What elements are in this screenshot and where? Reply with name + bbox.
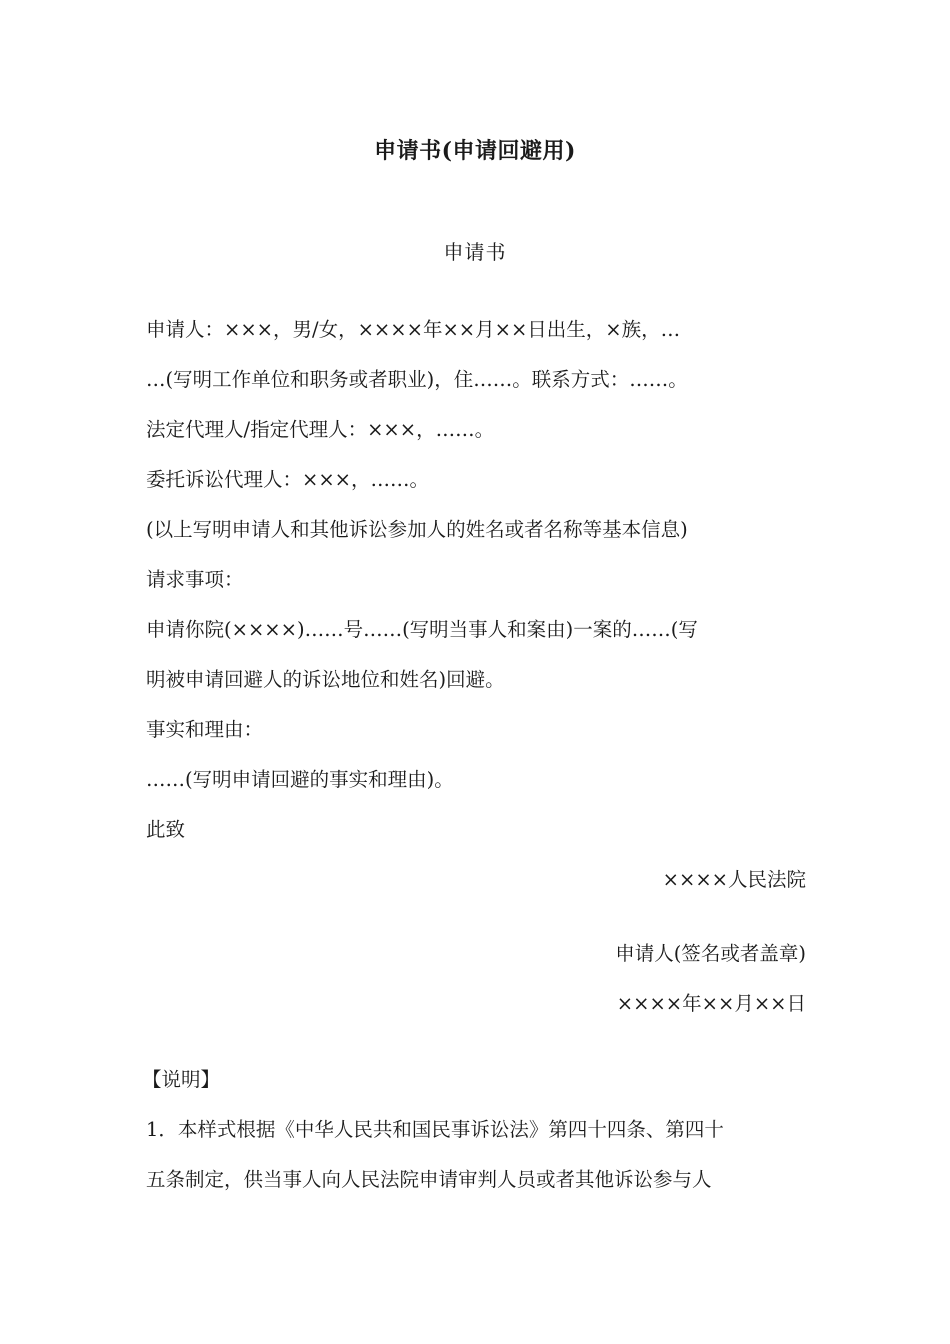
signature-line: 申请人(签名或者盖章): [615, 942, 806, 965]
salutation-line: 此致: [146, 818, 186, 841]
facts-heading: 事实和理由：: [146, 718, 264, 741]
agent-line: 委托诉讼代理人：×××，……。: [146, 468, 430, 491]
document-subtitle: 申请书: [443, 240, 507, 264]
notes-line-continued: 五条制定，供当事人向人民法院申请审判人员或者其他诉讼参与人: [146, 1168, 712, 1191]
document-title: 申请书(申请回避用): [374, 138, 576, 164]
notes-line: 1．本样式根据《中华人民共和国民事诉讼法》第四十四条、第四十: [146, 1118, 724, 1141]
notes-heading: 【说明】: [142, 1068, 221, 1091]
legal-representative-line: 法定代理人/指定代理人：×××，……。: [146, 418, 495, 441]
document-body: [142, 305, 806, 1205]
facts-line: ……(写明申请回避的事实和理由)。: [146, 768, 454, 791]
date-line: ××××年××月××日: [616, 992, 806, 1015]
request-line-continued: 明被申请回避人的诉讼地位和姓名)回避。: [146, 668, 505, 691]
request-line: 申请你院(××××)……号……(写明当事人和案由)一案的……(写: [146, 618, 698, 641]
applicant-line: 申请人：×××，男/女，××××年××月××日出生，×族，…: [146, 318, 681, 341]
parties-note-line: (以上写明申请人和其他诉讼参加人的姓名或者名称等基本信息): [146, 518, 688, 541]
court-name: ××××人民法院: [662, 868, 806, 891]
applicant-line-continued: …(写明工作单位和职务或者职业)，住……。联系方式：……。: [146, 368, 688, 391]
request-heading: 请求事项：: [146, 568, 244, 591]
